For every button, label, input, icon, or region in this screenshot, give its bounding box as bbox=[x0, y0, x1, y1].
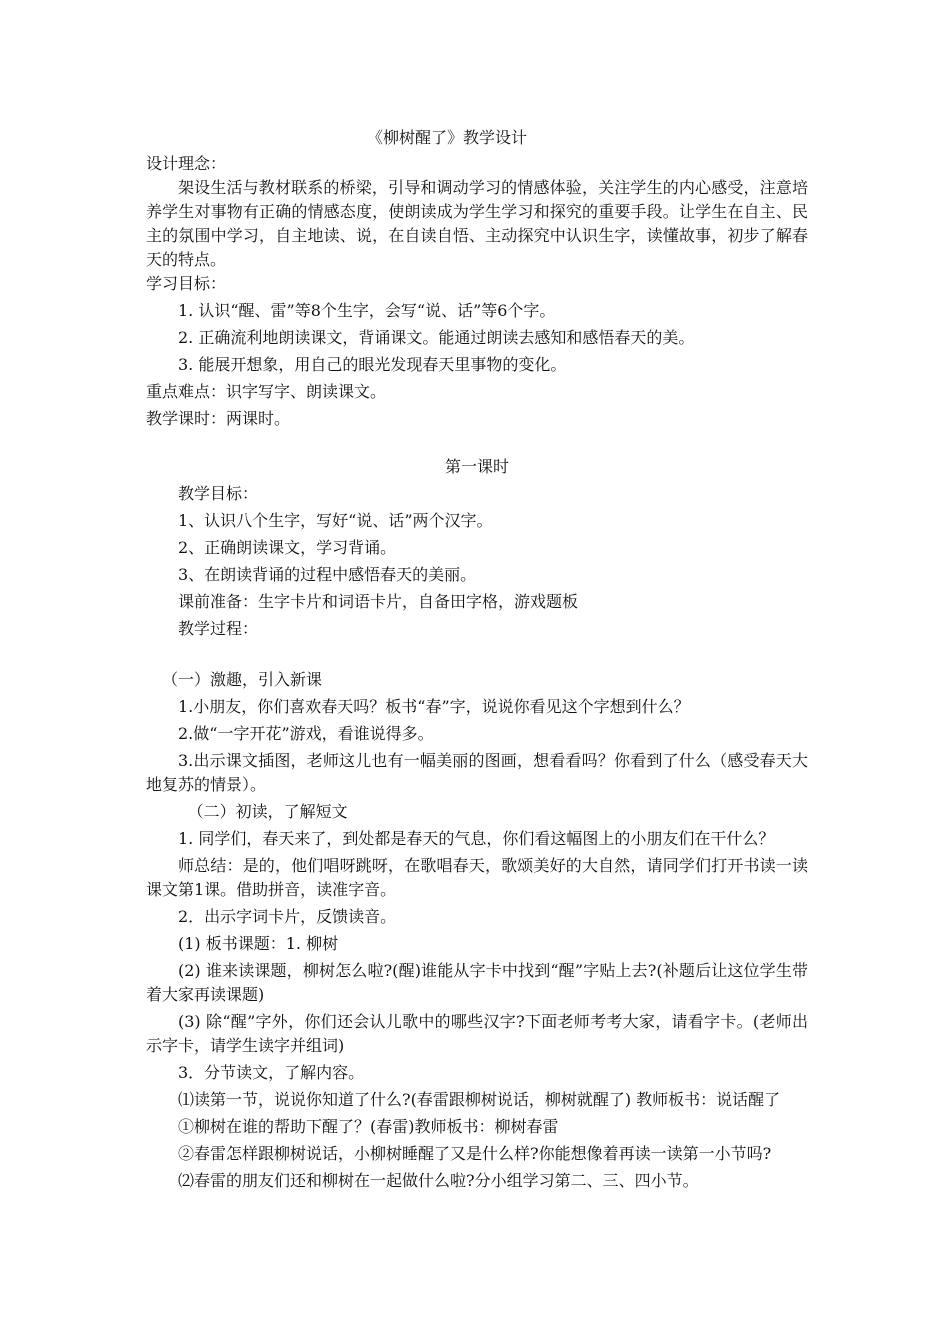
goal-item: 2. 正确流利地朗读课文，背诵课文。能通过朗读去感知和感悟春天的美。 bbox=[178, 328, 695, 347]
key-points: 重点难点：识字写字、朗读课文。 bbox=[146, 382, 387, 401]
section2-paragraph: ⑴读第一节，说说你知道了什么?(春雷跟柳树说话，柳树就醒了) 教师板书：说话醒了 bbox=[178, 1090, 781, 1109]
section1-item: 1.小朋友，你们喜欢春天吗？板书“春”字，说说你看见这个字想到什么？ bbox=[178, 697, 690, 716]
concept-heading: 设计理念： bbox=[146, 154, 227, 173]
lesson1-prep: 课前准备：生字卡片和词语卡片，自备田字格，游戏题板 bbox=[178, 592, 579, 611]
section2-paragraph: (3) 除“醒”字外，你们还会认儿歌中的哪些汉字?下面老师考考大家，请看字卡。(老师出示字卡，请学生读字并组词) bbox=[146, 1012, 808, 1055]
section2-paragraph: (1) 板书课题：1. 柳树 bbox=[178, 934, 339, 953]
section2-paragraph: (2) 谁来读课题，柳树怎么啦?(醒)谁能从字卡中找到“醒”字贴上去?(补题后让这位学生带着大家再读课题) bbox=[146, 961, 808, 1004]
lesson1-goal-item: 2、正确朗读课文，学习背诵。 bbox=[178, 538, 397, 557]
section2-heading: （二）初读，了解短文 bbox=[187, 802, 348, 821]
section1-item: 3.出示课文插图，老师这儿也有一幅美丽的图画，想看看吗？你看到了什么（感受春天大地复苏的情景）。 bbox=[146, 751, 808, 794]
goal-item: 1. 认识“醒、雷”等8个生字，会写“说、话”等6个字。 bbox=[178, 301, 556, 320]
lesson1-goal-item: 1、认识八个生字，写好“说、话”两个汉字。 bbox=[178, 511, 493, 530]
concept-text: 架设生活与教材联系的桥梁，引导和调动学习的情感体验，关注学生的内心感受，注意培养学生对事物有正确的情感态度，使朗读成为学生学习和探究的重要手段。让学生在自主、民主的氛围中学习，自主地读、说，在自读自悟、主动探究中认识生字，读懂故事，初步了解春天的特点。 bbox=[146, 178, 808, 269]
document-page bbox=[146, 126, 808, 1193]
section2-paragraph: ⑵春雷的朋友们还和柳树在一起做什么啦?分小组学习第二、三、四小节。 bbox=[178, 1171, 699, 1190]
section2-paragraph: 师总结：是的，他们唱呀跳呀，在歌唱春天，歌颂美好的大自然，请同学们打开书读一读课文第1课。借助拼音，读准字音。 bbox=[146, 856, 808, 899]
section1-heading: （一）激趣，引入新课 bbox=[162, 670, 323, 689]
lesson1-process-heading: 教学过程： bbox=[178, 619, 259, 638]
section1-item: 2.做“一字开花”游戏，看谁说得多。 bbox=[178, 724, 434, 743]
goals-heading: 学习目标： bbox=[146, 274, 227, 293]
section2-paragraph: 3．分节读文，了解内容。 bbox=[178, 1063, 365, 1082]
goal-item: 3. 能展开想象，用自己的眼光发现春天里事物的变化。 bbox=[178, 355, 567, 374]
section2-paragraph: ②春雷怎样跟柳树说话，小柳树睡醒了又是什么样?你能想像着再读一读第一小节吗? bbox=[178, 1144, 772, 1163]
document-title: 《柳树醒了》教学设计 bbox=[366, 128, 527, 147]
lesson1-goal-item: 3、在朗读背诵的过程中感悟春天的美丽。 bbox=[178, 565, 477, 584]
teaching-periods: 教学课时：两课时。 bbox=[146, 409, 291, 428]
section2-paragraph: 1. 同学们，春天来了，到处都是春天的气息，你们看这幅图上的小朋友们在干什么？ bbox=[178, 829, 775, 848]
section2-paragraph: ①柳树在谁的帮助下醒了？(春雷)教师板书：柳树春雷 bbox=[178, 1117, 559, 1136]
lesson1-goals-heading: 教学目标： bbox=[178, 484, 259, 503]
spacer bbox=[146, 641, 808, 665]
lesson1-title: 第一课时 bbox=[444, 457, 509, 476]
section2-paragraph: 2．出示字词卡片，反馈读音。 bbox=[178, 907, 397, 926]
